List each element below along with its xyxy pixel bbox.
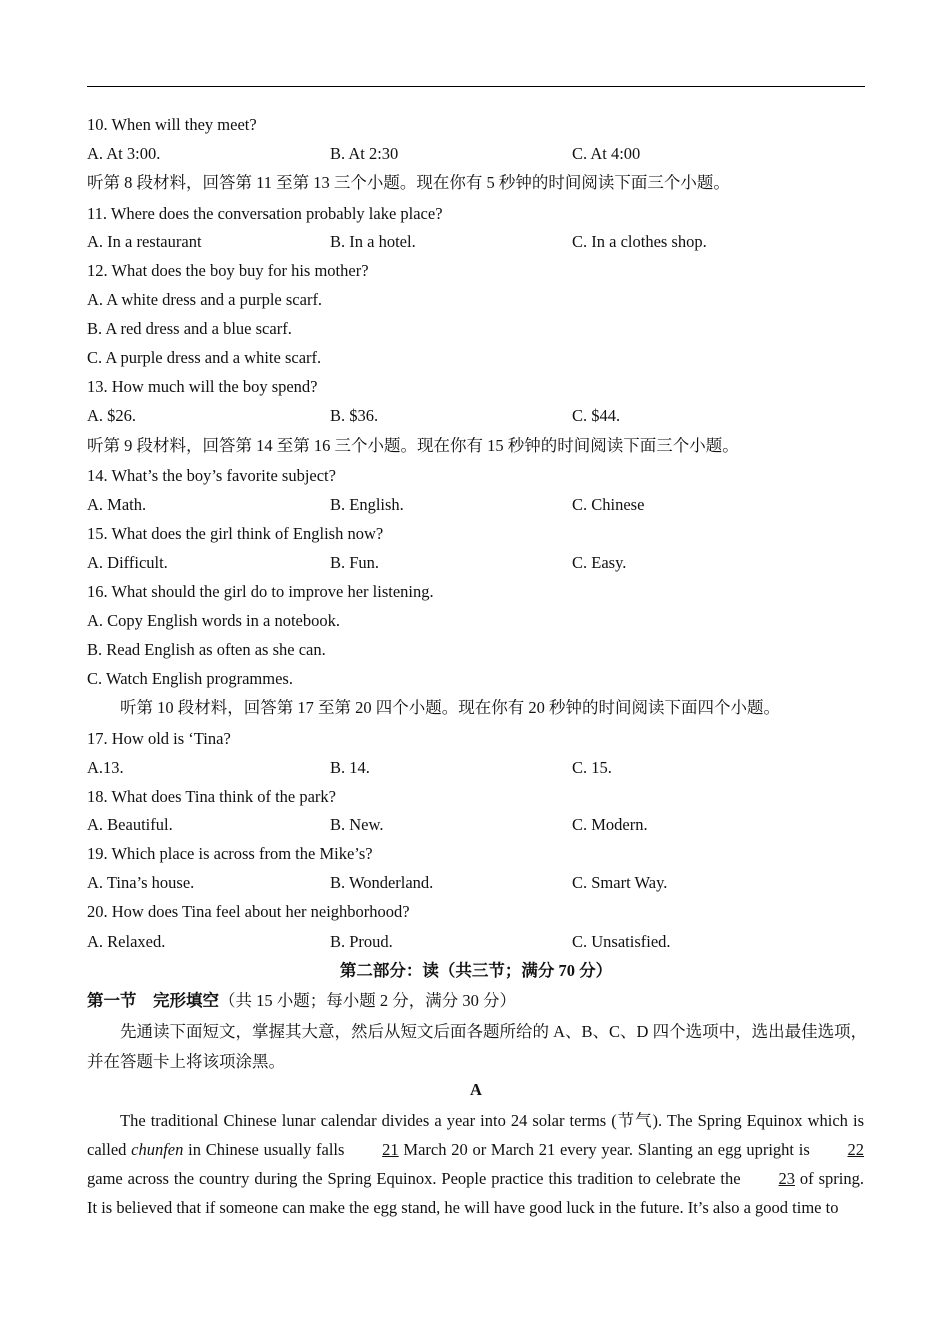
q13-option-c: C. $44.	[572, 406, 621, 425]
q10-option-b: B. At 2:30	[330, 144, 399, 163]
q14-option-a: A. Math.	[87, 495, 147, 514]
q15-option-b: B. Fun.	[330, 553, 380, 572]
question-13: 13. How much will the boy spend?	[87, 377, 318, 396]
q18-option-b: B. New.	[330, 815, 384, 834]
q20-option-c: C. Unsatisfied.	[572, 932, 671, 951]
question-11: 11. Where does the conversation probably lake place?	[87, 204, 443, 223]
q13-option-a: A. $26.	[87, 406, 137, 425]
instruction-line-1: 先通读下面短文，掌握其大意，然后从短文后面各题所给的 A、B、C、D 四个选项中，选出最佳选项，	[120, 1022, 868, 1041]
q11-option-a: A. In a restaurant	[87, 232, 202, 251]
blank-23: 23	[778, 1169, 795, 1188]
section-10-instruction: 听第 10 段材料，回答第 17 至第 20 四个小题。现在你有 20 秒钟的时间阅读下面四个小题。	[120, 698, 780, 717]
q19-option-a: A. Tina’s house.	[87, 873, 195, 892]
blank-21: 21	[382, 1140, 399, 1159]
q12-option-a: A. A white dress and a purple scarf.	[87, 290, 323, 309]
question-19: 19. Which place is across from the Mike’s?	[87, 844, 373, 863]
q16-option-a: A. Copy English words in a notebook.	[87, 611, 340, 630]
passage-label: A	[470, 1080, 482, 1099]
q11-option-c: C. In a clothes shop.	[572, 232, 707, 251]
instruction-line-2: 并在答题卡上将该项涂黑。	[87, 1052, 285, 1071]
q16-option-b: B. Read English as often as she can.	[87, 640, 326, 659]
q13-option-b: B. $36.	[330, 406, 379, 425]
q10-option-a: A. At 3:00.	[87, 144, 161, 163]
blank-22: 22	[847, 1140, 864, 1159]
q15-option-a: A. Difficult.	[87, 553, 168, 572]
q14-option-c: C. Chinese	[572, 495, 645, 514]
section-1-title: 第一节 完形填空	[87, 991, 219, 1010]
q17-option-c: C. 15.	[572, 758, 612, 777]
part-2-title: 第二部分：读（共三节；满分 70 分）	[339, 961, 613, 980]
q15-option-c: C. Easy.	[572, 553, 627, 572]
q20-option-b: B. Proud.	[330, 932, 393, 951]
section-8-instruction: 听第 8 段材料，回答第 11 至第 13 三个小题。现在你有 5 秒钟的时间阅读下面三个小题。	[87, 173, 730, 192]
question-14: 14. What’s the boy’s favorite subject?	[87, 466, 336, 485]
question-17: 17. How old is ‘Tina?	[87, 729, 231, 748]
q17-option-a: A.13.	[87, 758, 124, 777]
q12-option-c: C. A purple dress and a white scarf.	[87, 348, 322, 367]
question-16: 16. What should the girl do to improve her listening.	[87, 582, 434, 601]
q17-option-b: B. 14.	[330, 758, 370, 777]
question-10: 10. When will they meet?	[87, 115, 257, 134]
q20-option-a: A. Relaxed.	[87, 932, 166, 951]
section-1-heading	[87, 991, 516, 1011]
q14-option-b: B. English.	[330, 495, 404, 514]
question-15: 15. What does the girl think of English now?	[87, 524, 384, 543]
question-12: 12. What does the boy buy for his mother?	[87, 261, 369, 280]
q19-option-b: B. Wonderland.	[330, 873, 434, 892]
q16-option-c: C. Watch English programmes.	[87, 669, 293, 688]
q18-option-c: C. Modern.	[572, 815, 648, 834]
question-20: 20. How does Tina feel about her neighborhood?	[87, 902, 410, 921]
q10-option-c: C. At 4:00	[572, 144, 641, 163]
q19-option-c: C. Smart Way.	[572, 873, 668, 892]
q18-option-a: A. Beautiful.	[87, 815, 173, 834]
q12-option-b: B. A red dress and a blue scarf.	[87, 319, 292, 338]
passage-text: The traditional Chinese lunar calendar divides a year into 24 solar terms (节气). The Spring Equinox which is called chunfen in Chinese usually falls 21 March 20 or March 21 every year. Slanting an egg upright is 22 game across the country during the Spring Equinox. People practice this tradition to celebrate the 23 of spring. It is believed that if someone can make the egg stand, he will have good luck in the future. It’s also a good time to	[87, 1111, 865, 1217]
question-18: 18. What does Tina think of the park?	[87, 787, 336, 806]
section-9-instruction: 听第 9 段材料，回答第 14 至第 16 三个小题。现在你有 15 秒钟的时间阅读下面三个小题。	[87, 436, 739, 455]
section-1-note: （共 15 小题；每小题 2 分，满分 30 分）	[219, 991, 516, 1010]
q11-option-b: B. In a hotel.	[330, 232, 416, 251]
header-rule	[87, 86, 865, 87]
chunfen-term: chunfen	[131, 1140, 184, 1159]
